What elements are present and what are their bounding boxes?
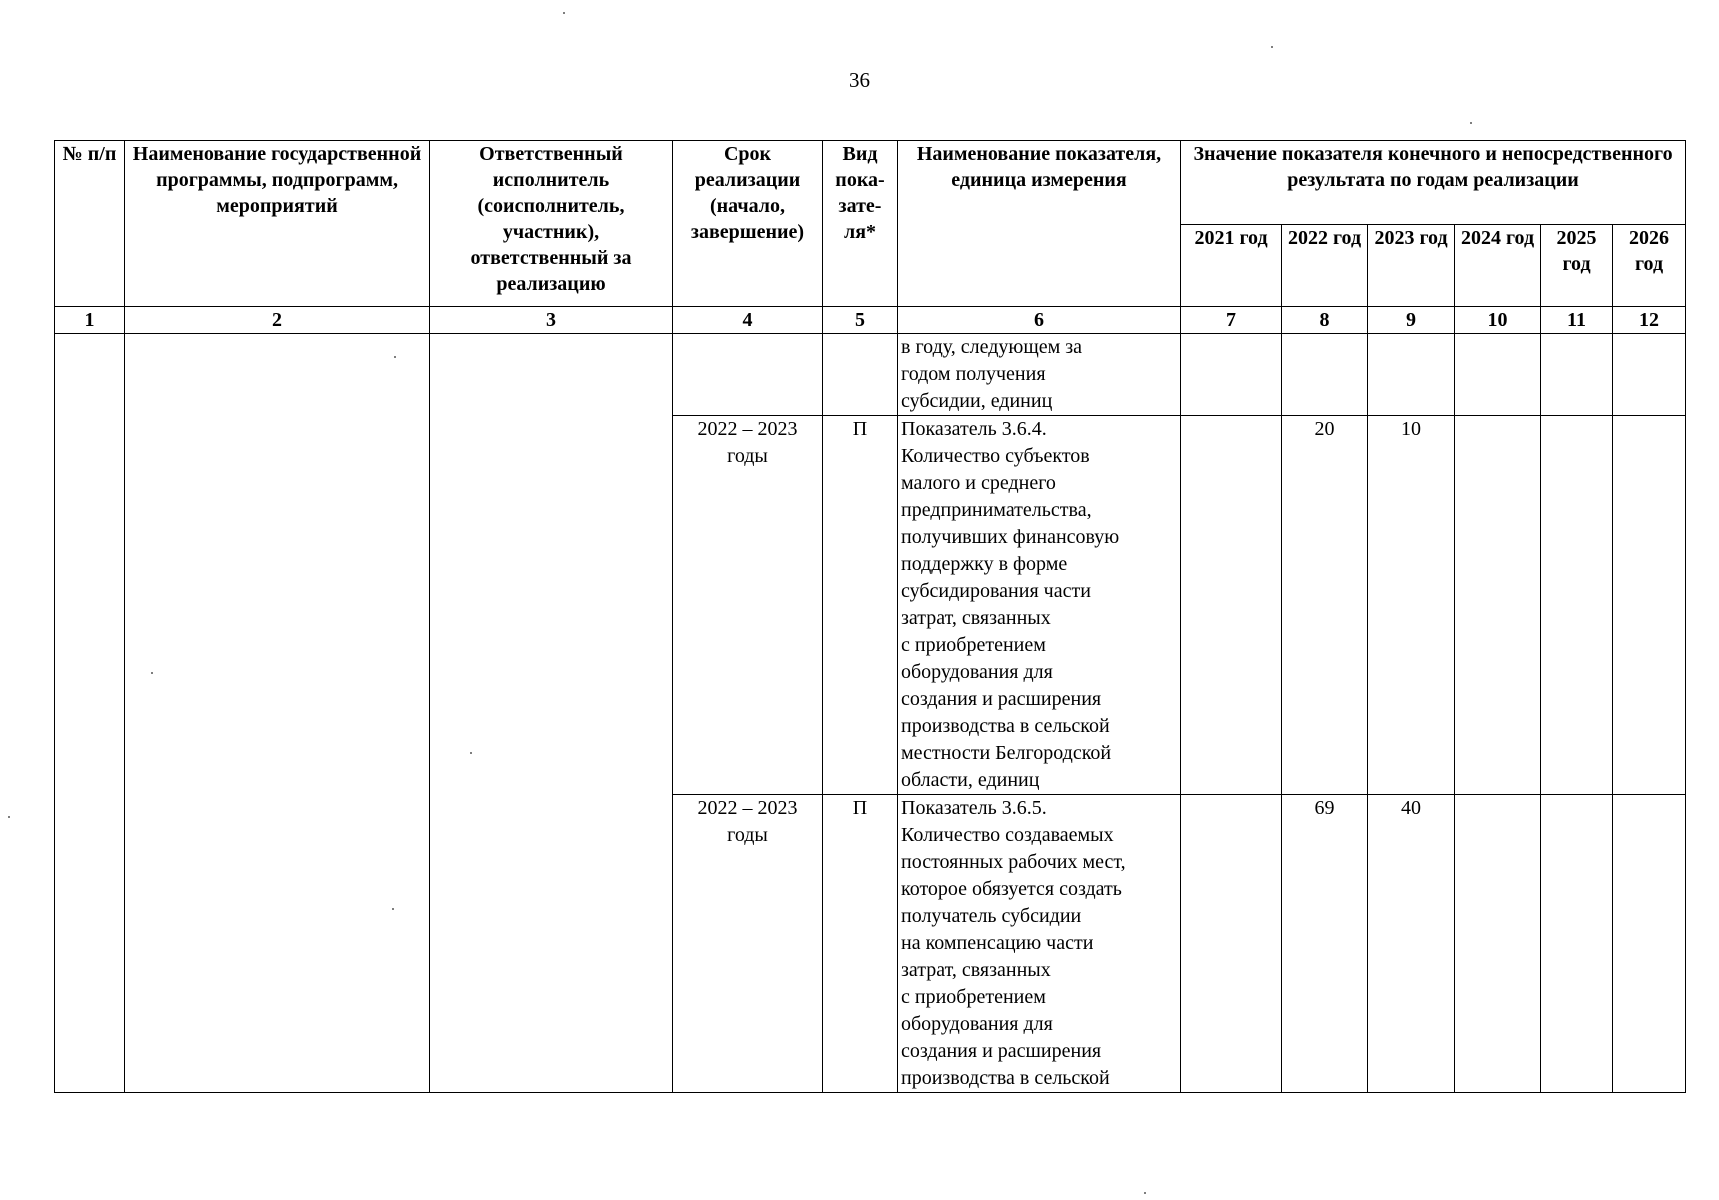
indicator-line: Количество создаваемых: [901, 824, 1114, 846]
column-number: 10: [1455, 307, 1541, 334]
cell-period: [673, 334, 823, 416]
column-number: 2: [125, 307, 430, 334]
header-year: 2022 год: [1282, 225, 1368, 307]
indicator-line: поддержку в форме: [901, 553, 1068, 575]
scan-speck: [1144, 1192, 1146, 1194]
cell-value-2023: 10: [1368, 416, 1455, 795]
cell-value-2022: 69: [1282, 795, 1368, 1093]
column-number: 7: [1181, 307, 1282, 334]
page-number: 36: [849, 68, 870, 92]
header-year: 2024 год: [1455, 225, 1541, 307]
column-number: 9: [1368, 307, 1455, 334]
indicators-table: [54, 140, 1686, 1093]
header-indicator-type: Вид пока- зате- ля*: [823, 141, 898, 307]
cell-value-2022: 20: [1282, 416, 1368, 795]
indicator-line: Показатель 3.6.5.: [901, 797, 1047, 819]
cell-period: 2022 – 2023 годы: [673, 795, 823, 1093]
indicator-line: оборудования для: [901, 1013, 1053, 1035]
cell-program-name: [125, 334, 430, 1093]
cell-value-2024: [1455, 334, 1541, 416]
cell-number: [55, 334, 125, 1093]
cell-period: 2022 – 2023 годы: [673, 416, 823, 795]
cell-indicator-type: П: [823, 416, 898, 795]
scan-speck: [392, 908, 394, 910]
indicator-line: создания и расширения: [901, 688, 1102, 710]
cell-value-2026: [1613, 795, 1686, 1093]
indicator-line: субсидии, единиц: [901, 390, 1053, 412]
scan-speck: [470, 752, 472, 754]
indicator-line: с приобретением: [901, 986, 1046, 1008]
column-number: 12: [1613, 307, 1686, 334]
indicator-line: области, единиц: [901, 769, 1040, 791]
indicator-line: создания и расширения: [901, 1040, 1102, 1062]
indicator-line: производства в сельской: [901, 715, 1110, 737]
indicator-line: местности Белгородской: [901, 742, 1112, 764]
cell-indicator-name: [898, 416, 1181, 795]
cell-indicator-type: [823, 334, 898, 416]
indicator-line: на компенсацию части: [901, 932, 1094, 954]
cell-value-2021: [1181, 795, 1282, 1093]
table-row: [55, 334, 1686, 416]
header-year: 2025 год: [1541, 225, 1613, 307]
cell-value-2024: [1455, 795, 1541, 1093]
header-responsible: Ответственный исполнитель (соисполнитель, участник), ответственный за реализацию: [430, 141, 673, 307]
cell-indicator-name: [898, 334, 1181, 416]
header-period: Срок реализации (начало, завершение): [673, 141, 823, 307]
cell-value-2025: [1541, 795, 1613, 1093]
header-program-name: Наименование государственной программы, подпрограмм, мероприятий: [125, 141, 430, 307]
indicator-line: годом получения: [901, 363, 1046, 385]
cell-indicator-type: П: [823, 795, 898, 1093]
column-number: 8: [1282, 307, 1368, 334]
column-number: 1: [55, 307, 125, 334]
column-number: 6: [898, 307, 1181, 334]
scan-speck: [563, 12, 565, 14]
cell-value-2025: [1541, 416, 1613, 795]
indicator-line: затрат, связанных: [901, 959, 1051, 981]
cell-indicator-name: [898, 795, 1181, 1093]
indicator-line: малого и среднего: [901, 472, 1056, 494]
cell-value-2021: [1181, 416, 1282, 795]
cell-value-2024: [1455, 416, 1541, 795]
indicator-line: оборудования для: [901, 661, 1053, 683]
indicator-line: которое обязуется создать: [901, 878, 1122, 900]
indicator-line: Показатель 3.6.4.: [901, 418, 1047, 440]
header-values-group: Значение показателя конечного и непосредственного результата по годам реализации: [1181, 141, 1686, 225]
header-indicator-name: Наименование показателя, единица измерения: [898, 141, 1181, 307]
header-year: 2026 год: [1613, 225, 1686, 307]
scan-speck: [394, 356, 396, 358]
indicator-line: предпринимательства,: [901, 499, 1092, 521]
indicator-line: Количество субъектов: [901, 445, 1090, 467]
header-year: 2023 год: [1368, 225, 1455, 307]
column-number: 11: [1541, 307, 1613, 334]
cell-value-2026: [1613, 416, 1686, 795]
cell-value-2021: [1181, 334, 1282, 416]
scan-speck: [1470, 122, 1472, 124]
header-year: 2021 год: [1181, 225, 1282, 307]
cell-value-2026: [1613, 334, 1686, 416]
header-number: № п/п: [55, 141, 125, 307]
scan-speck: [8, 816, 10, 818]
indicator-line: получивших финансовую: [901, 526, 1120, 548]
cell-value-2023: 40: [1368, 795, 1455, 1093]
indicator-line: с приобретением: [901, 634, 1046, 656]
indicator-line: субсидирования части: [901, 580, 1091, 602]
cell-value-2023: [1368, 334, 1455, 416]
column-number: 5: [823, 307, 898, 334]
scan-speck: [1271, 46, 1273, 48]
indicator-line: постоянных рабочих мест,: [901, 851, 1126, 873]
indicator-line: в году, следующем за: [901, 336, 1083, 358]
scan-speck: [151, 672, 153, 674]
column-number: 4: [673, 307, 823, 334]
indicator-line: затрат, связанных: [901, 607, 1051, 629]
cell-value-2022: [1282, 334, 1368, 416]
column-number: 3: [430, 307, 673, 334]
cell-value-2025: [1541, 334, 1613, 416]
cell-responsible: [430, 334, 673, 1093]
indicator-line: получатель субсидии: [901, 905, 1082, 927]
indicator-line: производства в сельской: [901, 1067, 1110, 1089]
